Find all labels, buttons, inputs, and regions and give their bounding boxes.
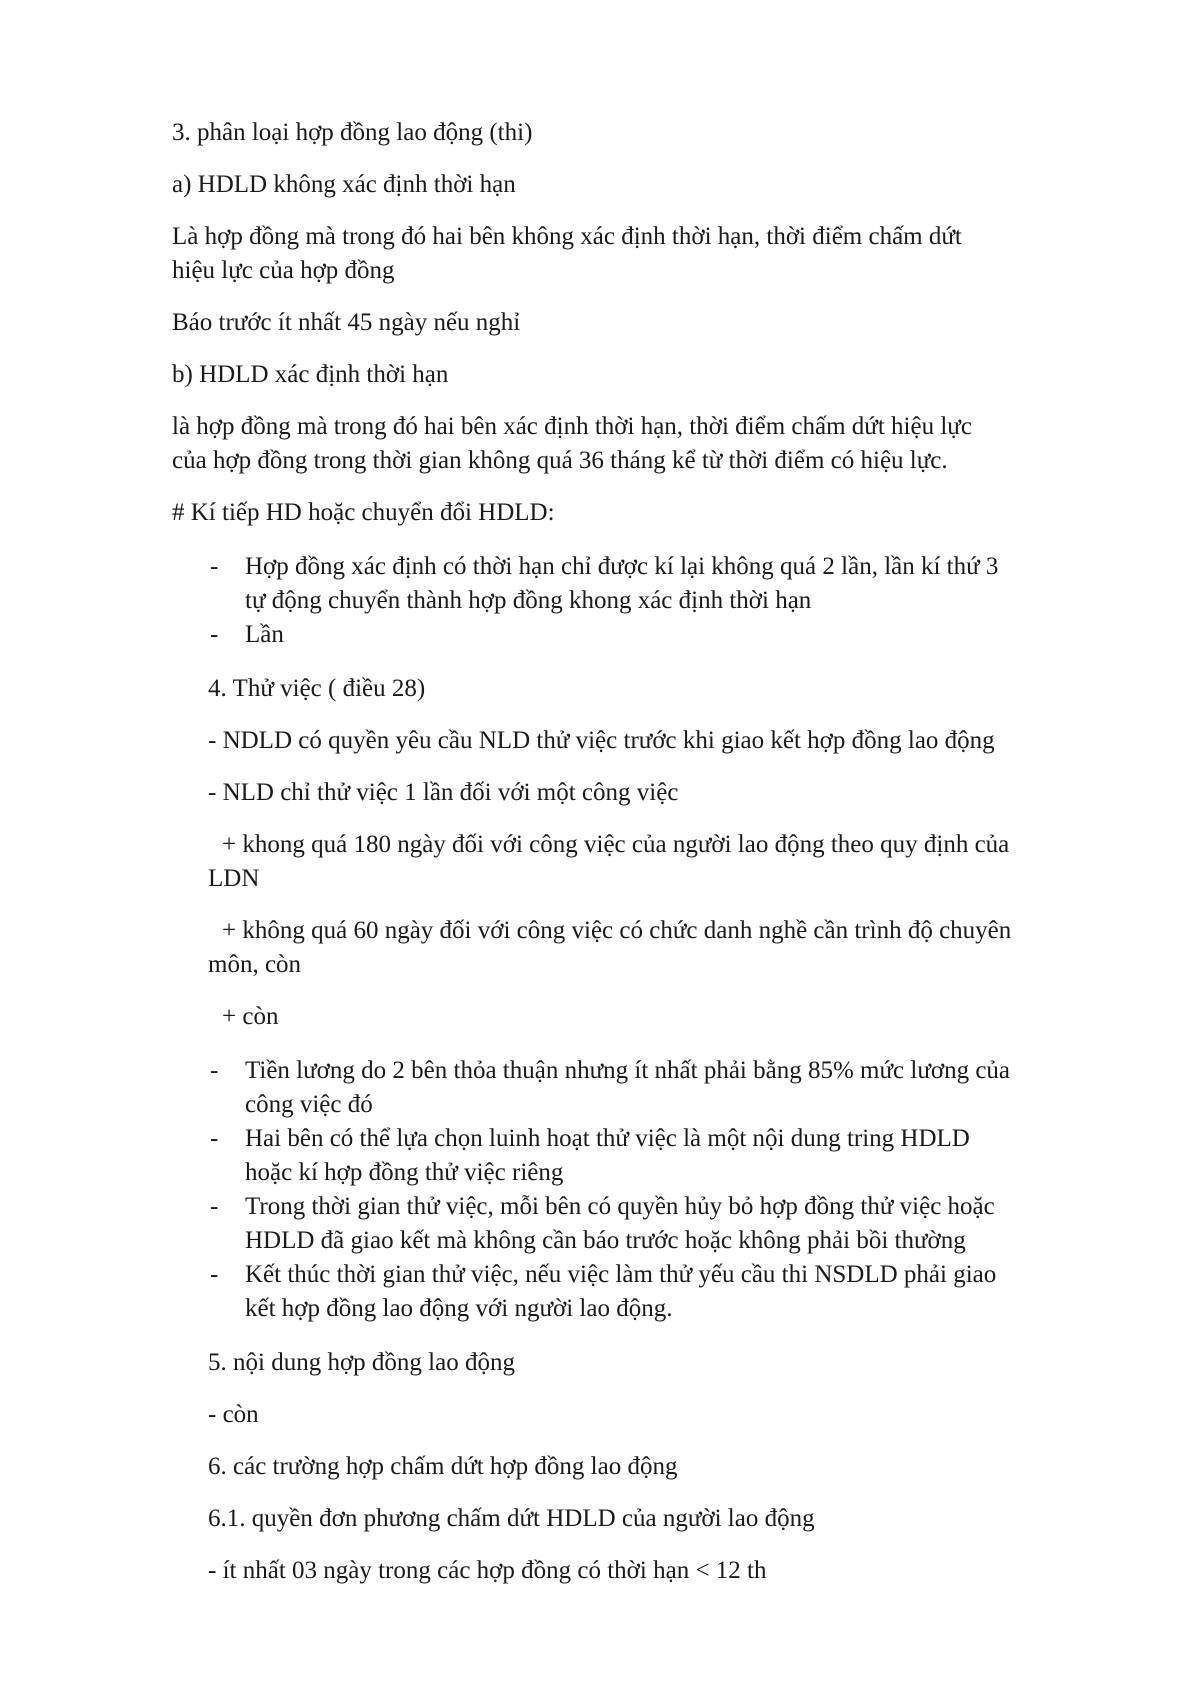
list-item-line: kết hợp đồng lao động với người lao động. [245,1295,673,1322]
paragraph-line: + không quá 60 ngày đối với công việc có chức danh nghề cần trình độ chuyên [222,917,1012,944]
subheading-a: a) HDLD không xác định thời hạn [172,171,516,198]
paragraph-line: là hợp đồng mà trong đó hai bên xác định thời hạn, thời điểm chấm dứt hiệu lực [172,413,972,440]
bullet-marker: - [210,1057,219,1084]
bullet-marker: - [210,621,219,648]
bullet-marker: - [210,1261,219,1288]
bullet-marker: - [210,1193,219,1220]
bullet-marker: - [210,553,219,580]
list-item-line: tự động chuyển thành hợp đồng khong xác định thời hạn [245,587,812,614]
paragraph-line: Báo trước ít nhất 45 ngày nếu nghỉ [172,309,521,336]
paragraph-line: hiệu lực của hợp đồng [172,257,395,284]
bullet-marker: - [210,1125,219,1152]
paragraph-line: - NLD chỉ thử việc 1 lần đối với một công việc [208,779,679,806]
section-heading-6: 6. các trường hợp chấm dứt hợp đồng lao động [208,1453,678,1480]
list-item-line: công việc đó [245,1091,373,1118]
section-heading-5: 5. nội dung hợp đồng lao động [208,1349,515,1376]
list-item-line: Hai bên có thể lựa chọn luinh hoạt thử việc là một nội dung tring HDLD [245,1125,970,1152]
paragraph-line: - NDLD có quyền yêu cầu NLD thử việc trước khi giao kết hợp đồng lao động [208,727,995,754]
subheading-b: b) HDLD xác định thời hạn [172,361,449,388]
renew-heading: # Kí tiếp HD hoặc chuyển đổi HDLD: [172,499,555,526]
paragraph-line: + khong quá 180 ngày đối với công việc của người lao động theo quy định của [222,831,1010,858]
list-item-line: Tiền lương do 2 bên thỏa thuận nhưng ít nhất phải bằng 85% mức lương của [245,1057,1011,1084]
list-item-line: Hợp đồng xác định có thời hạn chỉ được kí lại không quá 2 lần, lần kí thứ 3 [245,553,999,580]
section-heading-3: 3. phân loại hợp đồng lao động (thi) [172,119,533,146]
paragraph-line: Là hợp đồng mà trong đó hai bên không xác định thời hạn, thời điểm chấm dứt [172,223,962,250]
paragraph-line: của hợp đồng trong thời gian không quá 36 tháng kể từ thời điểm có hiệu lực. [172,447,948,474]
paragraph-line: môn, còn [208,951,302,978]
list-item-line: hoặc kí hợp đồng thử việc riêng [245,1159,564,1186]
paragraph-line: LDN [208,865,260,892]
list-item-line: Lần [245,621,284,648]
list-item-line: HDLD đã giao kết mà không cần báo trước hoặc không phải bồi thường [245,1227,966,1254]
paragraph-line: + còn [222,1003,279,1030]
section-heading-4: 4. Thử việc ( điều 28) [208,675,426,702]
list-item-line: Trong thời gian thử việc, mỗi bên có quyền hủy bỏ hợp đồng thử việc hoặc [245,1193,995,1220]
section-heading-6-1: 6.1. quyền đơn phương chấm dứt HDLD của người lao động [208,1505,815,1532]
paragraph-line: - ít nhất 03 ngày trong các hợp đồng có thời hạn < 12 th [208,1557,767,1584]
list-item-line: Kết thúc thời gian thử việc, nếu việc làm thử yếu cầu thi NSDLD phải giao [245,1261,997,1288]
paragraph-line: - còn [208,1401,259,1428]
